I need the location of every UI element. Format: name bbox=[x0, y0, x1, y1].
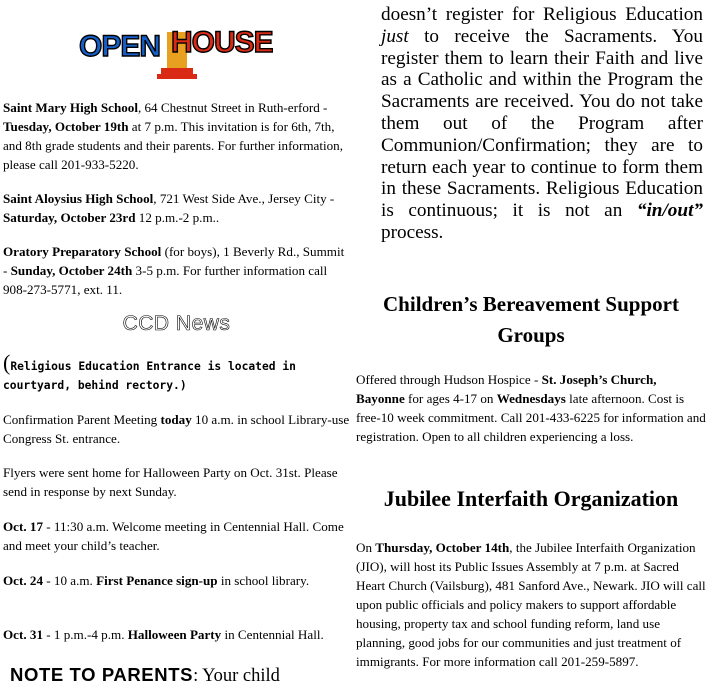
confirmation-meeting: Confirmation Parent Meeting today 10 a.m. in school Library-use Congress St. entrance. bbox=[3, 412, 350, 446]
ccd-news-title: CCD News bbox=[122, 312, 231, 335]
halloween-flyers: Flyers were sent home for Halloween Party on Oct. 31st. Please send in response by next Sunday. bbox=[3, 465, 338, 499]
open-house-logo bbox=[75, 10, 273, 80]
note-to-parents: NOTE TO PARENTS: Your child bbox=[10, 664, 280, 686]
bereavement-body: Offered through Hudson Hospice - St. Joseph’s Church, Bayonne for ages 4-17 on Wednesdays late afternoon. Cost is free-10 week commitment. Call 201-433-6225 for information and registration. Open to all children experiencing a loss. bbox=[356, 372, 706, 444]
logo-open-text: OPEN bbox=[79, 30, 161, 63]
event-oct-17: Oct. 17 - 11:30 a.m. Welcome meeting in Centennial Hall. Come and meet your child’s teacher. bbox=[3, 519, 344, 553]
jubilee-body: On Thursday, October 14th, the Jubilee Interfaith Organization (JIO), will host its Public Issues Assembly at 7 p.m. at Sacred Heart Church (Vailsburg), 481 Sanford Ave., Newark. JIO will call upon public officials and policy makers to support affordable housing, property tax and school funding reform, land use planning, good jobs for our communities and just treatment of immigrants. For more information call 201-259-5897. bbox=[356, 540, 706, 669]
logo-house-text: HOUSE bbox=[171, 26, 273, 59]
school-saint-aloysius: Saint Aloysius High School, 721 West Side Ave., Jersey City - Saturday, October 23rd 12 p.m.-2 p.m.. bbox=[3, 191, 335, 225]
bereavement-title: Children’s Bereavement Support Groups bbox=[383, 292, 679, 347]
event-oct-31: Oct. 31 - 1 p.m.-4 p.m. Halloween Party in Centennial Hall. bbox=[3, 627, 324, 642]
jubilee-title: Jubilee Interfaith Organization bbox=[383, 486, 679, 511]
entrance-note: (Religious Education Entrance is located in courtyard, behind rectory.) bbox=[3, 350, 296, 392]
school-oratory-prep: Oratory Preparatory School (for boys), 1 Beverly Rd., Summit - Sunday, October 24th 3-5 p.m. For further information call 908-273-5771, ext. 11. bbox=[3, 244, 345, 297]
event-oct-24: Oct. 24 - 10 a.m. First Penance sign-up in school library. bbox=[3, 573, 310, 588]
school-saint-mary: Saint Mary High School, 64 Chestnut Street in Ruth-erford - Tuesday, October 19th at 7 p.m. This invitation is for 6th, 7th, and 8th grade students and their parents. For further information, please call 201-933-5220. bbox=[3, 100, 343, 172]
religious-ed-continuation: doesn’t register for Religious Education just to receive the Sacraments. You register them to learn their Faith and live as a Catholic and within the Program the Sacraments are received. You do not take them out of the Program after Communion/Confirmation; they are to return each year to continue to form them in these Sacraments. Religious Education is continuous; it is not an “in/out” process. bbox=[381, 4, 703, 243]
